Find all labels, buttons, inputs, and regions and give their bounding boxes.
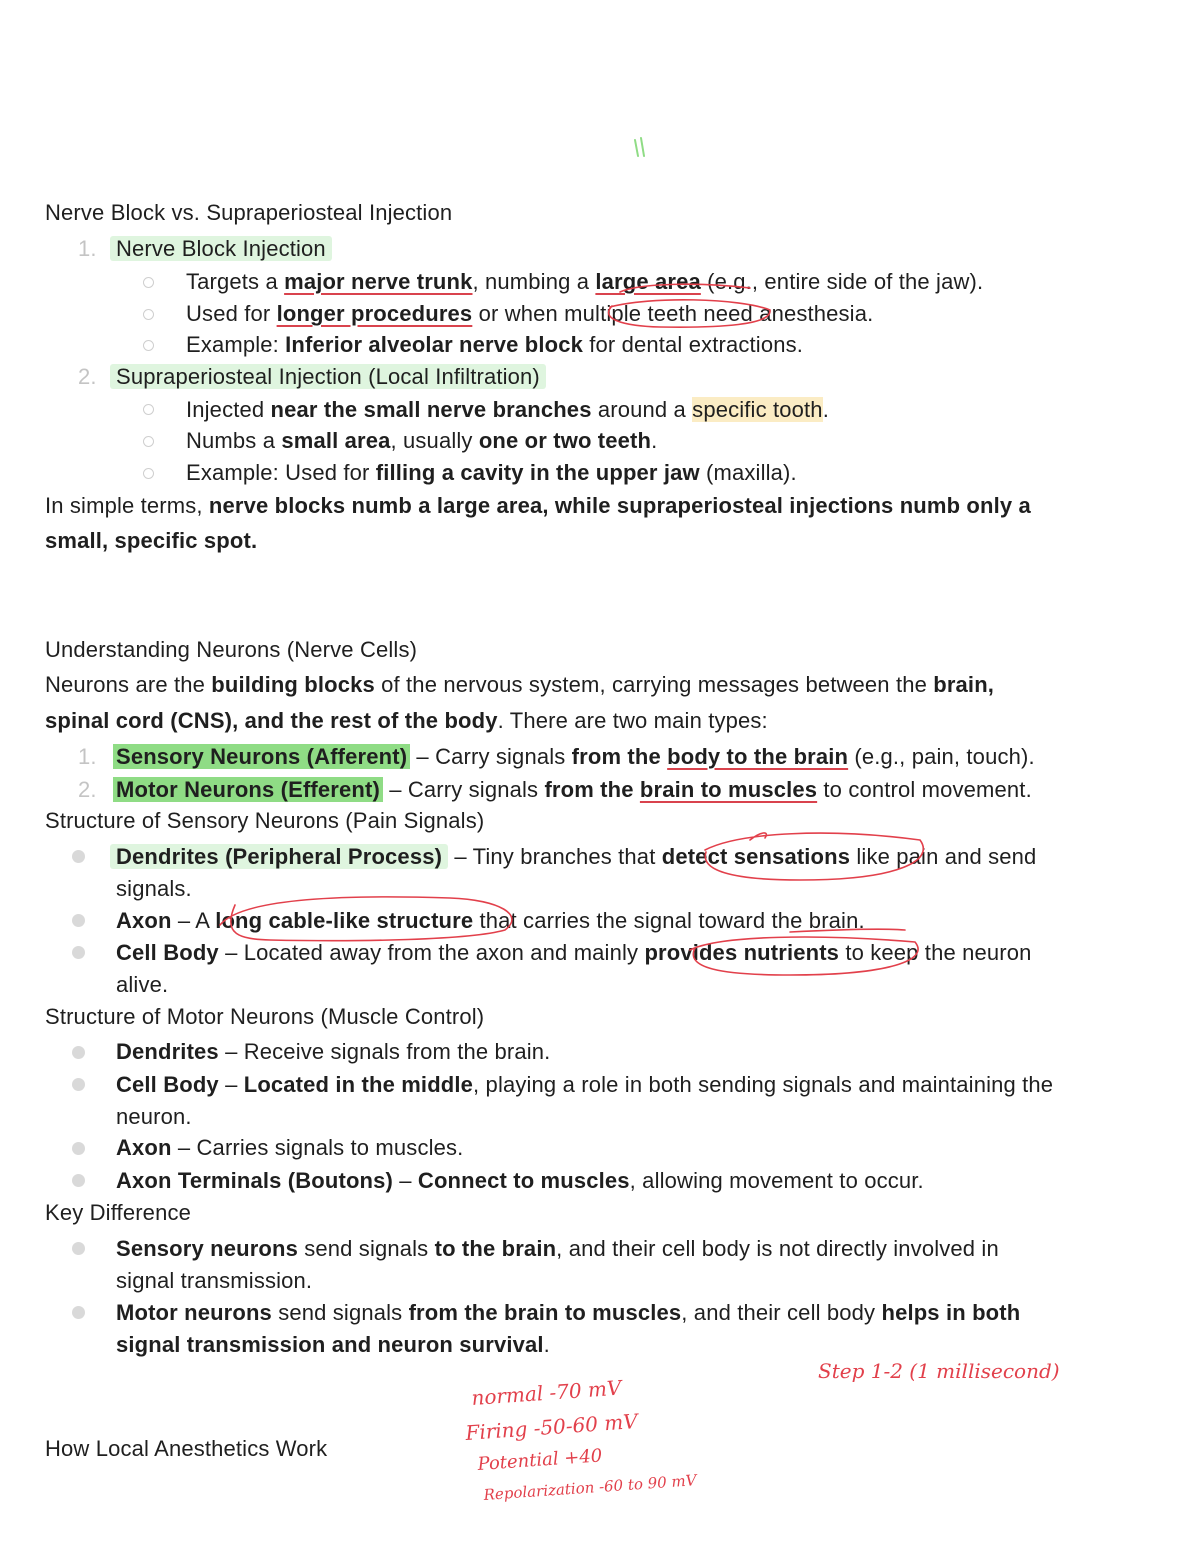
text: – Located away from the axon and mainly: [218, 940, 645, 965]
text: send signals: [297, 1236, 435, 1261]
text: –: [218, 1072, 244, 1097]
text: near the small nerve branches: [270, 397, 592, 422]
list-item-continued: alive.: [116, 972, 169, 997]
ink-stroke: [620, 284, 750, 292]
text: Located in the middle: [243, 1072, 474, 1097]
text: – Carry signals: [382, 777, 545, 802]
section-title-motor: Structure of Motor Neurons (Muscle Control): [45, 1004, 485, 1029]
text: need anesthesia.: [697, 301, 874, 326]
section-title-nerve-block: Nerve Block vs. Supraperiosteal Injection: [45, 200, 453, 225]
text: Motor neurons: [116, 1300, 272, 1325]
text: one or two teeth: [478, 428, 652, 453]
text: send signals: [271, 1300, 409, 1325]
text: nerve blocks numb a large area, while supraperiosteal injections numb only a: [208, 493, 1031, 518]
item-title: Supraperiosteal Injection (Local Infiltration): [110, 364, 546, 389]
text: , numbing a: [472, 269, 596, 294]
text: Targets a: [186, 269, 285, 294]
text: Cell Body: [116, 1072, 219, 1097]
text: , and their cell body is not directly involved in: [556, 1236, 999, 1261]
text: building blocks: [211, 672, 375, 697]
text: to keep the neuron: [839, 940, 1032, 965]
text: helps in both: [881, 1300, 1021, 1325]
section-title-neurons: Understanding Neurons (Nerve Cells): [45, 637, 418, 662]
text: – Tiny branches that: [448, 844, 662, 869]
text: .: [651, 428, 658, 453]
text: Injected: [186, 397, 271, 422]
text: , allowing movement to occur.: [629, 1168, 924, 1193]
text: .: [822, 397, 829, 422]
list-number: 1.: [78, 236, 97, 261]
text: Example: Used for: [186, 460, 376, 485]
text: specific tooth: [692, 397, 823, 422]
text: longer procedures: [276, 301, 473, 326]
handwritten-note: Step 1-2 (1 millisecond): [818, 1359, 1060, 1383]
text: (e.g., entire side of the jaw).: [700, 269, 984, 294]
summary-line: small, specific spot.: [45, 528, 258, 553]
text: Axon Terminals (Boutons): [116, 1168, 393, 1193]
text: that carries the signal toward the brain.: [473, 908, 865, 933]
text: Numbs a: [186, 428, 282, 453]
ink-loop: [220, 897, 512, 941]
text: Connect to muscles: [417, 1168, 630, 1193]
text: brain,: [933, 672, 995, 697]
text: long cable-like structure: [215, 908, 474, 933]
section-title-key-difference: Key Difference: [45, 1200, 191, 1225]
handwritten-note: normal -70 mV: [470, 1375, 623, 1410]
green-mark: [635, 138, 644, 156]
handwritten-note: Firing -50-60 mV: [464, 1409, 639, 1445]
text: brain to muscles: [639, 777, 818, 802]
text: small area: [281, 428, 391, 453]
text: .: [543, 1332, 550, 1357]
list-item-continued: signals.: [116, 876, 192, 901]
text: major nerve trunk: [284, 269, 473, 294]
text: – Carries signals to muscles.: [171, 1135, 464, 1160]
text: body to the brain: [667, 744, 849, 769]
text: (e.g., pain, touch).: [848, 744, 1035, 769]
text: Dendrites: [116, 1039, 219, 1064]
text: Motor Neurons (Efferent): [113, 777, 383, 802]
ink-loop: [609, 300, 771, 327]
text: spinal cord (CNS), and the rest of the body: [45, 708, 498, 733]
text: to the brain: [434, 1236, 557, 1261]
item-title: Nerve Block Injection: [110, 236, 332, 261]
ink-loop: [705, 833, 923, 880]
text: Dendrites (Peripheral Process): [110, 844, 448, 869]
text: – Receive signals from the brain.: [218, 1039, 551, 1064]
text: Axon: [116, 908, 172, 933]
text: – Carry signals: [410, 744, 572, 769]
text: Sensory neurons: [116, 1236, 298, 1261]
ink-loop: [690, 937, 918, 975]
text: detect sensations: [661, 844, 851, 869]
text: from the: [544, 777, 640, 802]
text: filling a cavity in the upper jaw: [375, 460, 700, 485]
ink-stroke: [790, 929, 905, 932]
text: , playing a role in both sending signals and maintaining the: [473, 1072, 1054, 1097]
list-item-continued: neuron.: [116, 1104, 192, 1129]
text: large area: [595, 269, 701, 294]
text: In simple terms,: [45, 493, 209, 518]
text: from the brain to muscles: [408, 1300, 682, 1325]
text: from the: [571, 744, 668, 769]
text: or when: [472, 301, 565, 326]
handwritten-note: Repolarization -60 to 90 mV: [483, 1471, 698, 1504]
text: around a: [591, 397, 693, 422]
text: signal transmission and neuron survival: [116, 1332, 544, 1357]
handwritten-note: Potential +40: [476, 1445, 603, 1475]
text: –: [392, 1168, 418, 1193]
text: Cell Body: [116, 940, 219, 965]
text: multiple teeth: [564, 301, 698, 326]
text: Axon: [116, 1135, 172, 1160]
list-number: 1.: [78, 744, 97, 769]
list-number: 2.: [78, 777, 97, 802]
text: Example:: [186, 332, 286, 357]
text: for dental extractions.: [582, 332, 804, 357]
text: provides nutrients: [644, 940, 840, 965]
list-number: 2.: [78, 364, 97, 389]
text: – A: [171, 908, 216, 933]
text: Used for: [186, 301, 277, 326]
text: (maxilla).: [699, 460, 797, 485]
text: to control movement.: [817, 777, 1032, 802]
text: , and their cell body: [681, 1300, 882, 1325]
list-item-continued: signal transmission.: [116, 1268, 313, 1293]
text: Inferior alveolar nerve block: [285, 332, 583, 357]
text: like pain and send: [850, 844, 1037, 869]
text: . There are two main types:: [497, 708, 768, 733]
text: Sensory Neurons (Afferent): [113, 744, 410, 769]
section-title-anesthetics: How Local Anesthetics Work: [45, 1436, 328, 1461]
text: of the nervous system, carrying messages between the: [374, 672, 934, 697]
section-title-sensory: Structure of Sensory Neurons (Pain Signals): [45, 808, 485, 833]
text: , usually: [390, 428, 479, 453]
text: Neurons are the: [45, 672, 212, 697]
